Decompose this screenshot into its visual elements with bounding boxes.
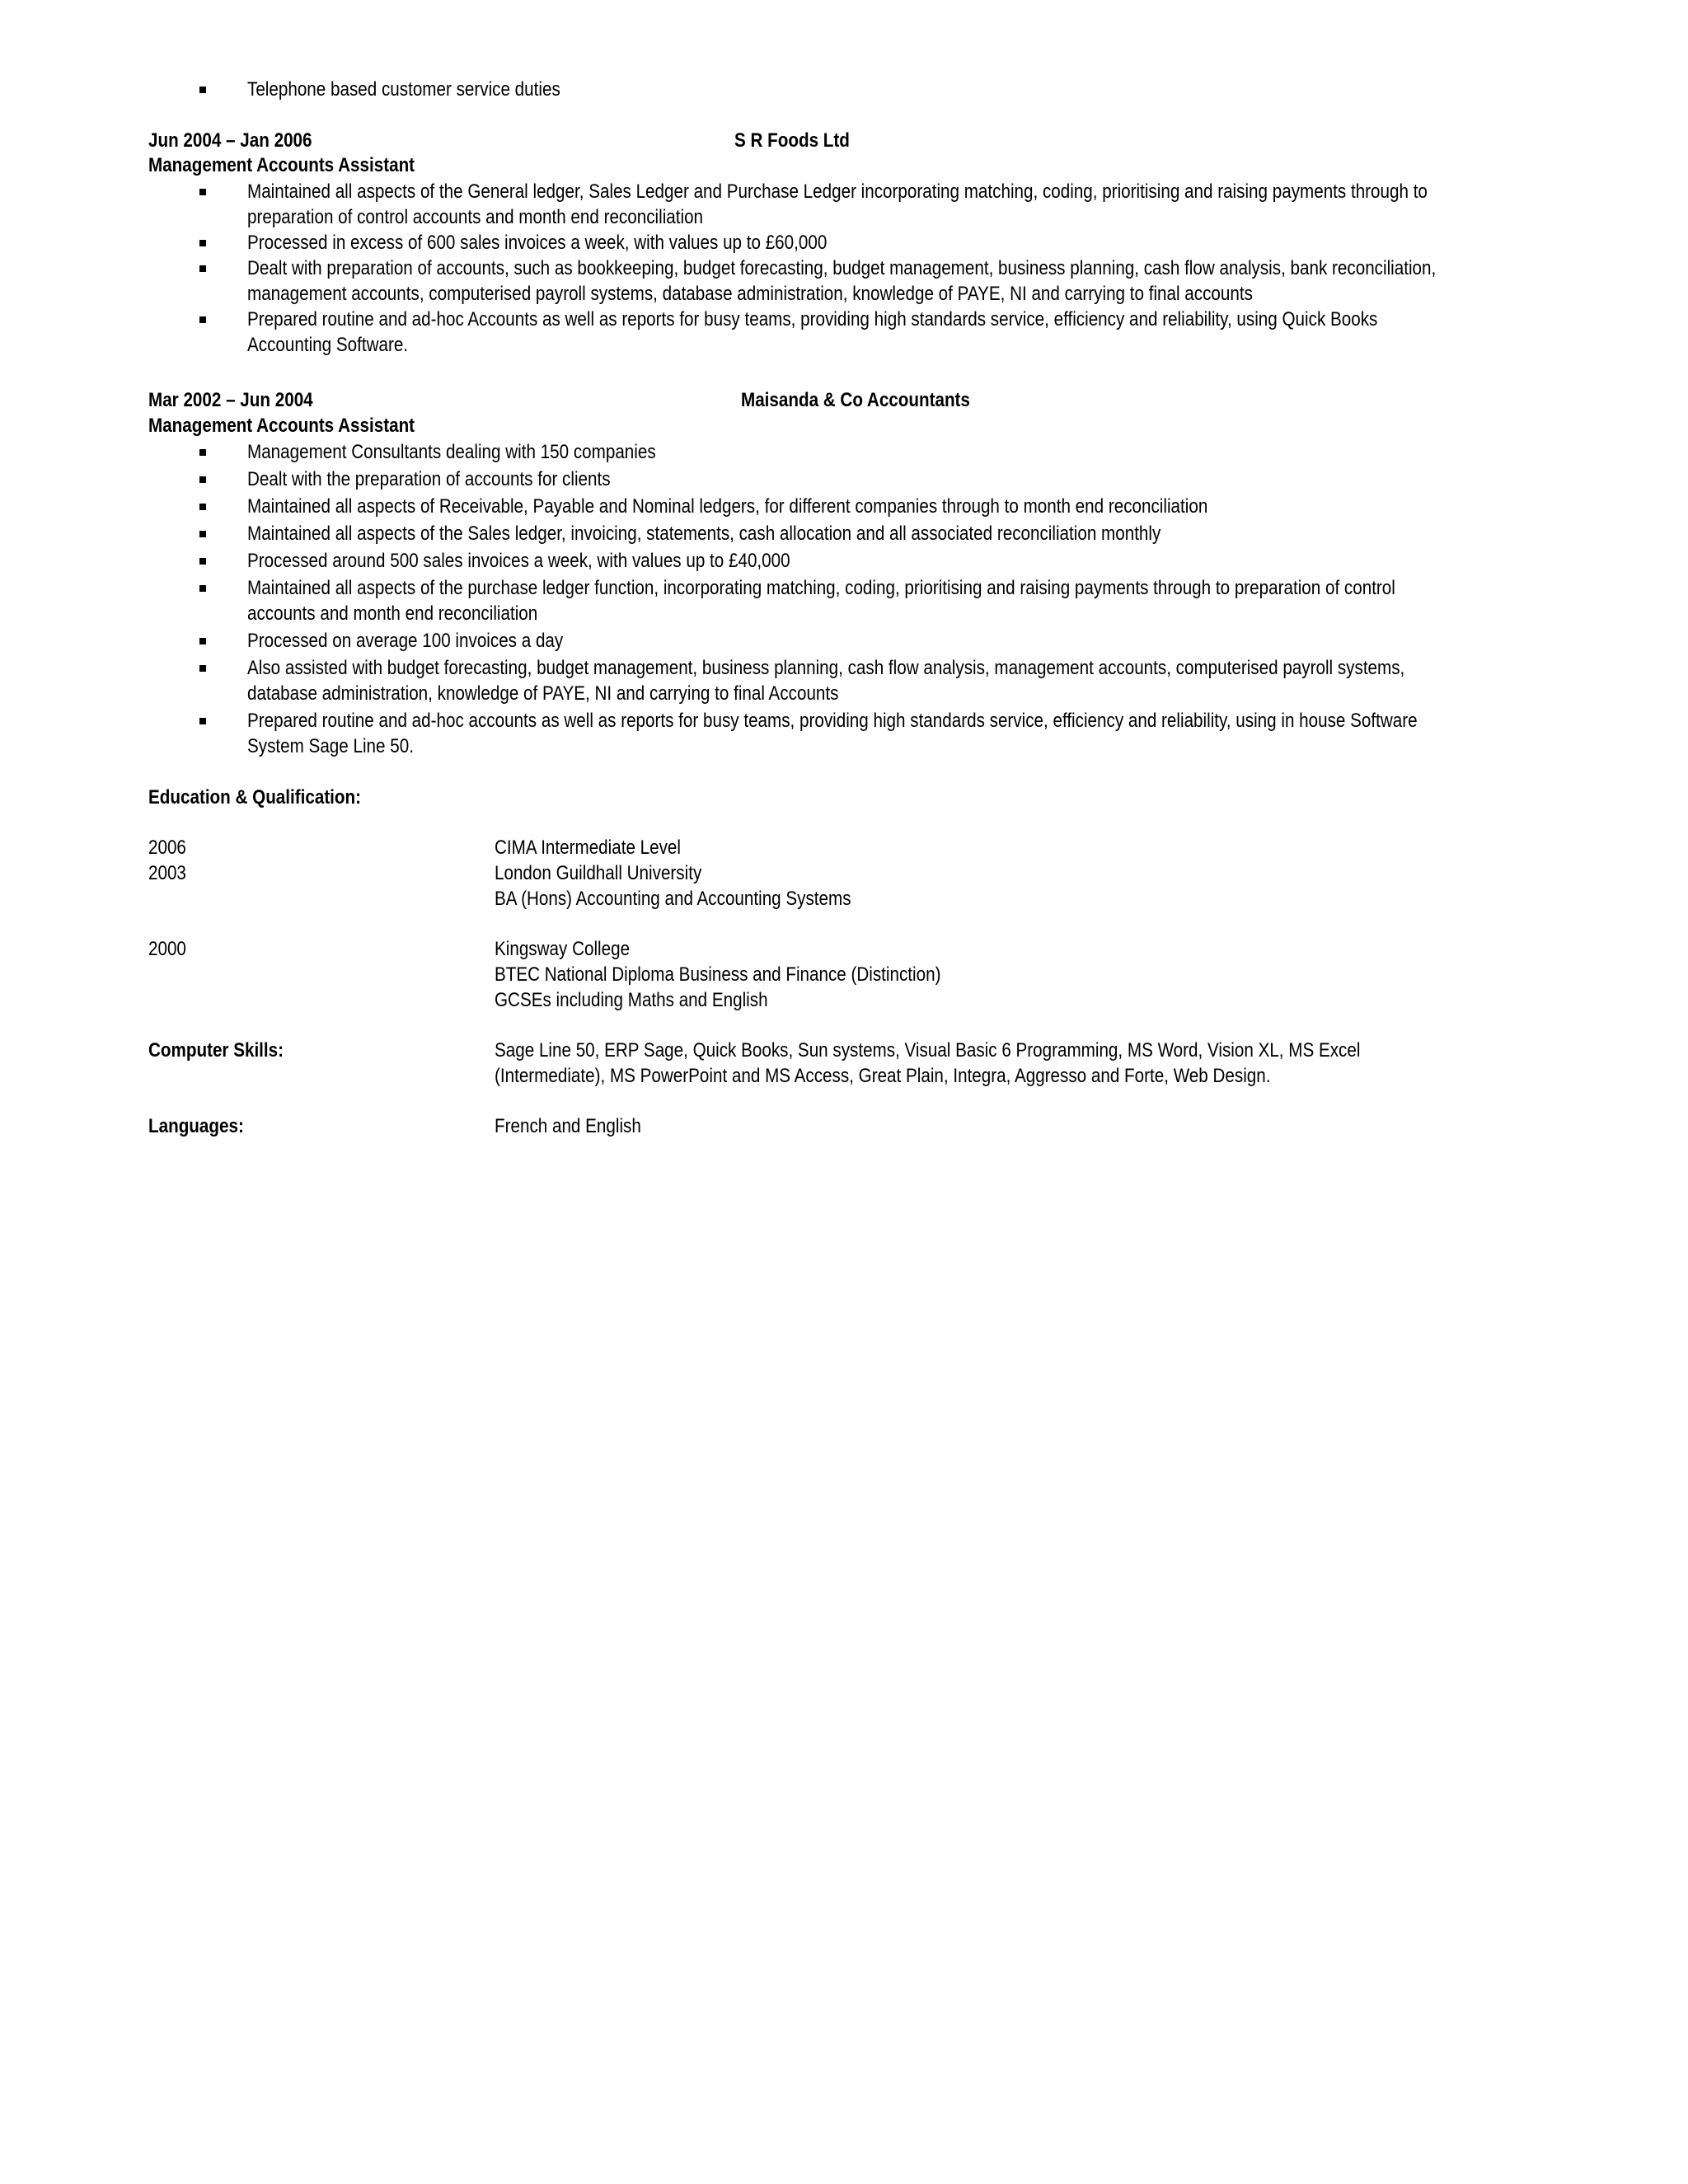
- bullet-marker-icon: [199, 665, 206, 672]
- bullet-marker-icon: [199, 638, 206, 644]
- list-item: [148, 655, 1550, 706]
- list-item: [148, 494, 1550, 519]
- education-heading: Education & Qualification:: [148, 786, 362, 808]
- education-year: 2000: [148, 938, 186, 960]
- bullet-text: Accounting Software.: [247, 334, 409, 356]
- bullet-text: Maintained all aspects of the purchase ledger function, incorporating matching, coding, prioritising and raising payments through to preparation of control: [247, 577, 1395, 599]
- list-item: [148, 548, 1550, 574]
- bullet-text: Processed on average 100 invoices a day: [247, 630, 564, 652]
- bullet-marker-icon: [199, 558, 206, 565]
- bullet-text: management accounts, computerised payroll systems, database administration, knowledge of PAYE, NI and carrying to final accounts: [247, 283, 1253, 305]
- job-title: Management Accounts Assistant: [148, 154, 415, 176]
- bullet-text: Management Consultants dealing with 150 companies: [247, 441, 656, 463]
- list-item: [148, 575, 1550, 626]
- computer-skills-text: Sage Line 50, ERP Sage, Quick Books, Sun systems, Visual Basic 6 Programming, MS Word, Vision XL, MS Excel: [495, 1039, 1361, 1062]
- education-detail: London Guildhall University: [495, 862, 702, 884]
- education-detail: Kingsway College: [495, 938, 631, 960]
- education-detail: BA (Hons) Accounting and Accounting Systems: [495, 888, 851, 910]
- list-item: [148, 230, 1550, 255]
- bullet-text: Maintained all aspects of the Sales ledger, invoicing, statements, cash allocation and all associated reconciliation monthly: [247, 523, 1161, 545]
- bullet-marker-icon: [199, 718, 206, 724]
- top-bullet-list: [148, 77, 1550, 102]
- bullet-text: Maintained all aspects of the General ledger, Sales Ledger and Purchase Ledger incorporating matching, coding, prioritising and raising payments through to: [247, 180, 1428, 203]
- list-item: [148, 77, 1550, 102]
- education-detail: CIMA Intermediate Level: [495, 837, 682, 859]
- bullet-text: Processed in excess of 600 sales invoices a week, with values up to £60,000: [247, 232, 828, 254]
- bullet-text: Telephone based customer service duties: [247, 78, 560, 101]
- job-dates: Mar 2002 – Jun 2004: [148, 389, 313, 411]
- bullet-text: System Sage Line 50.: [247, 735, 414, 757]
- education-year: 2006: [148, 837, 186, 859]
- job-company: Maisanda & Co Accountants: [741, 389, 970, 411]
- bullet-text: preparation of control accounts and month end reconciliation: [247, 206, 704, 228]
- bullet-text: Processed around 500 sales invoices a week, with values up to £40,000: [247, 550, 790, 572]
- job-company: S R Foods Ltd: [734, 129, 850, 152]
- bullet-text: Prepared routine and ad-hoc accounts as well as reports for busy teams, providing high standards service, efficiency and reliability, using in house Software: [247, 710, 1418, 732]
- bullet-text: Maintained all aspects of Receivable, Payable and Nominal ledgers, for different companies through to month end reconciliation: [247, 495, 1208, 518]
- list-item: [148, 307, 1550, 358]
- bullet-marker-icon: [199, 531, 206, 537]
- bullet-marker-icon: [199, 265, 206, 272]
- bullet-marker-icon: [199, 476, 206, 483]
- list-item: [148, 255, 1550, 307]
- list-item: [148, 628, 1550, 654]
- bullet-marker-icon: [199, 240, 206, 246]
- bullet-text: Dealt with the preparation of accounts for clients: [247, 468, 611, 490]
- bullet-text: Also assisted with budget forecasting, budget management, business planning, cash flow analysis, management accounts, computerised payroll systems,: [247, 657, 1405, 679]
- job-dates: Jun 2004 – Jan 2006: [148, 129, 312, 152]
- computer-skills-text: (Intermediate), MS PowerPoint and MS Access, Great Plain, Integra, Aggresso and Forte, Web Design.: [495, 1065, 1271, 1087]
- list-item: [148, 521, 1550, 546]
- bullet-marker-icon: [199, 316, 206, 323]
- job-bullet-list: [148, 439, 1550, 759]
- list-item: [148, 708, 1550, 759]
- list-item: [148, 466, 1550, 492]
- languages-value: French and English: [495, 1115, 641, 1137]
- list-item: [148, 179, 1550, 230]
- bullet-marker-icon: [199, 504, 206, 510]
- bullet-text: Prepared routine and ad-hoc Accounts as well as reports for busy teams, providing high standards service, efficiency and reliability, using Quick Books: [247, 308, 1378, 330]
- computer-skills-label: Computer Skills:: [148, 1039, 284, 1062]
- bullet-marker-icon: [199, 189, 206, 195]
- bullet-text: database administration, knowledge of PAYE, NI and carrying to final Accounts: [247, 682, 839, 705]
- education-detail: GCSEs including Maths and English: [495, 989, 768, 1011]
- bullet-text: accounts and month end reconciliation: [247, 602, 538, 625]
- bullet-marker-icon: [199, 585, 206, 592]
- languages-label: Languages:: [148, 1115, 244, 1137]
- job-title: Management Accounts Assistant: [148, 415, 415, 437]
- bullet-marker-icon: [199, 449, 206, 456]
- education-year: 2003: [148, 862, 186, 884]
- bullet-marker-icon: [199, 87, 206, 93]
- list-item: [148, 439, 1550, 465]
- job-bullet-list: [148, 179, 1550, 358]
- bullet-text: Dealt with preparation of accounts, such as bookkeeping, budget forecasting, budget management, business planning, cash flow analysis, bank reconciliation,: [247, 257, 1437, 279]
- education-detail: BTEC National Diploma Business and Finance (Distinction): [495, 963, 941, 986]
